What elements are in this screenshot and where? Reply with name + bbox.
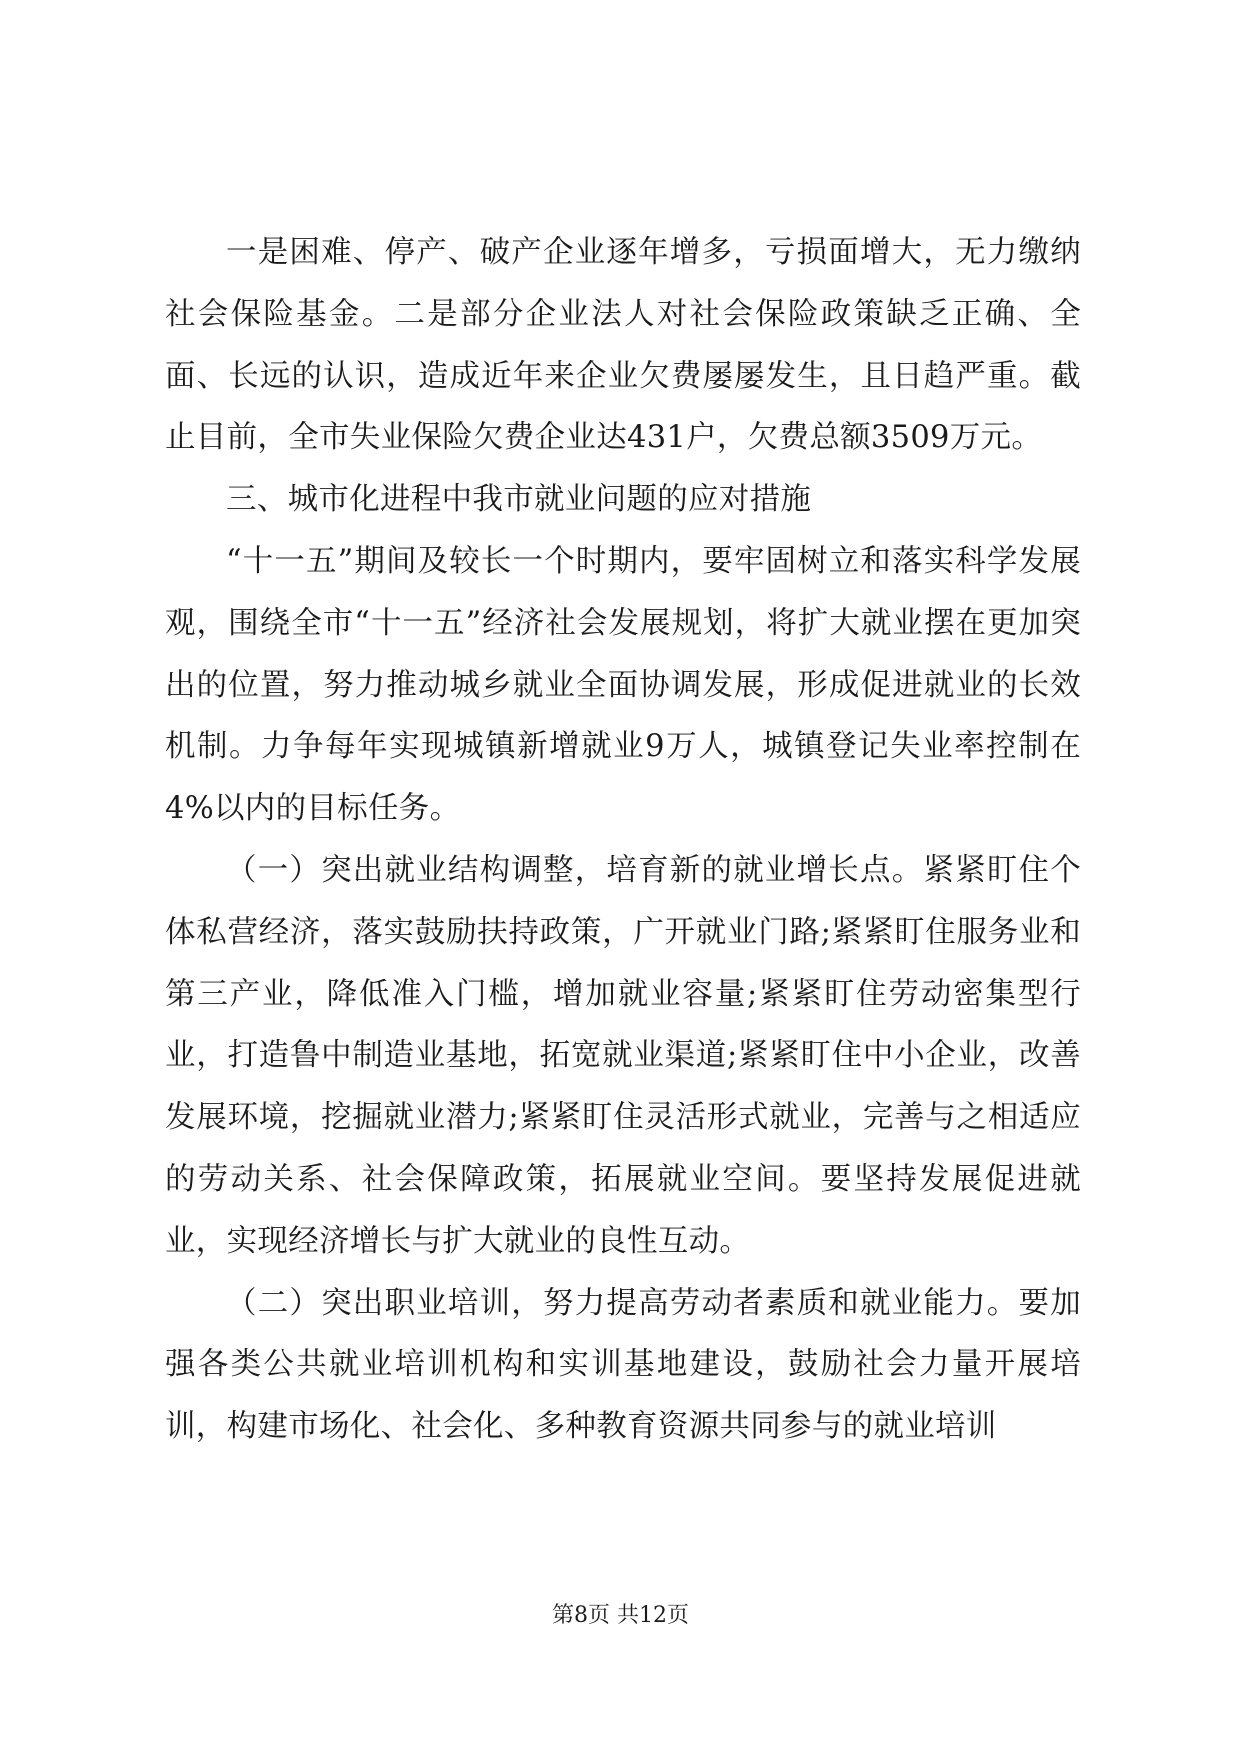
document-body: [165, 222, 1081, 1458]
paragraph-arrears-causes: 一是困难、停产、破产企业逐年增多，亏损面增大，无力缴纳社会保险基金。二是部分企业法人对社会保险政策缺乏正确、全面、长远的认识，造成近年来企业欠费屡屡发生，且日趋严重。截止目前，全市失业保险欠费企业达431户，欠费总额3509万元。: [165, 235, 1081, 456]
section-heading-countermeasures: 三、城市化进程中我市就业问题的应对措施: [226, 482, 812, 518]
paragraph-vocational-training: （二）突出职业培训，努力提高劳动者素质和就业能力。要加强各类公共就业培训机构和实训基地建设，鼓励社会力量开展培训，构建市场化、社会化、多种教育资源共同参与的就业培训: [165, 1285, 1081, 1445]
paragraph-structure-adjustment: （一）突出就业结构调整，培育新的就业增长点。紧紧盯住个体私营经济，落实鼓励扶持政策，广开就业门路;紧紧盯住服务业和第三产业，降低准入门槛，增加就业容量;紧紧盯住劳动密集型行业，打造鲁中制造业基地，拓宽就业渠道;紧紧盯住中小企业，改善发展环境，挖掘就业潜力;紧紧盯住灵活形式就业，完善与之相适应的劳动关系、社会保障政策，拓展就业空间。要坚持发展促进就业，实现经济增长与扩大就业的良性互动。: [165, 852, 1081, 1259]
paragraph-eleventh-five-year: “十一五”期间及较长一个时期内，要牢固树立和落实科学发展观，围绕全市“十一五”经济社会发展规划，将扩大就业摆在更加突出的位置，努力推动城乡就业全面协调发展，形成促进就业的长效机制。力争每年实现城镇新增就业9万人，城镇登记失业率控制在4%以内的目标任务。: [165, 543, 1081, 827]
page-footer: 第8页 共12页: [552, 1603, 689, 1628]
